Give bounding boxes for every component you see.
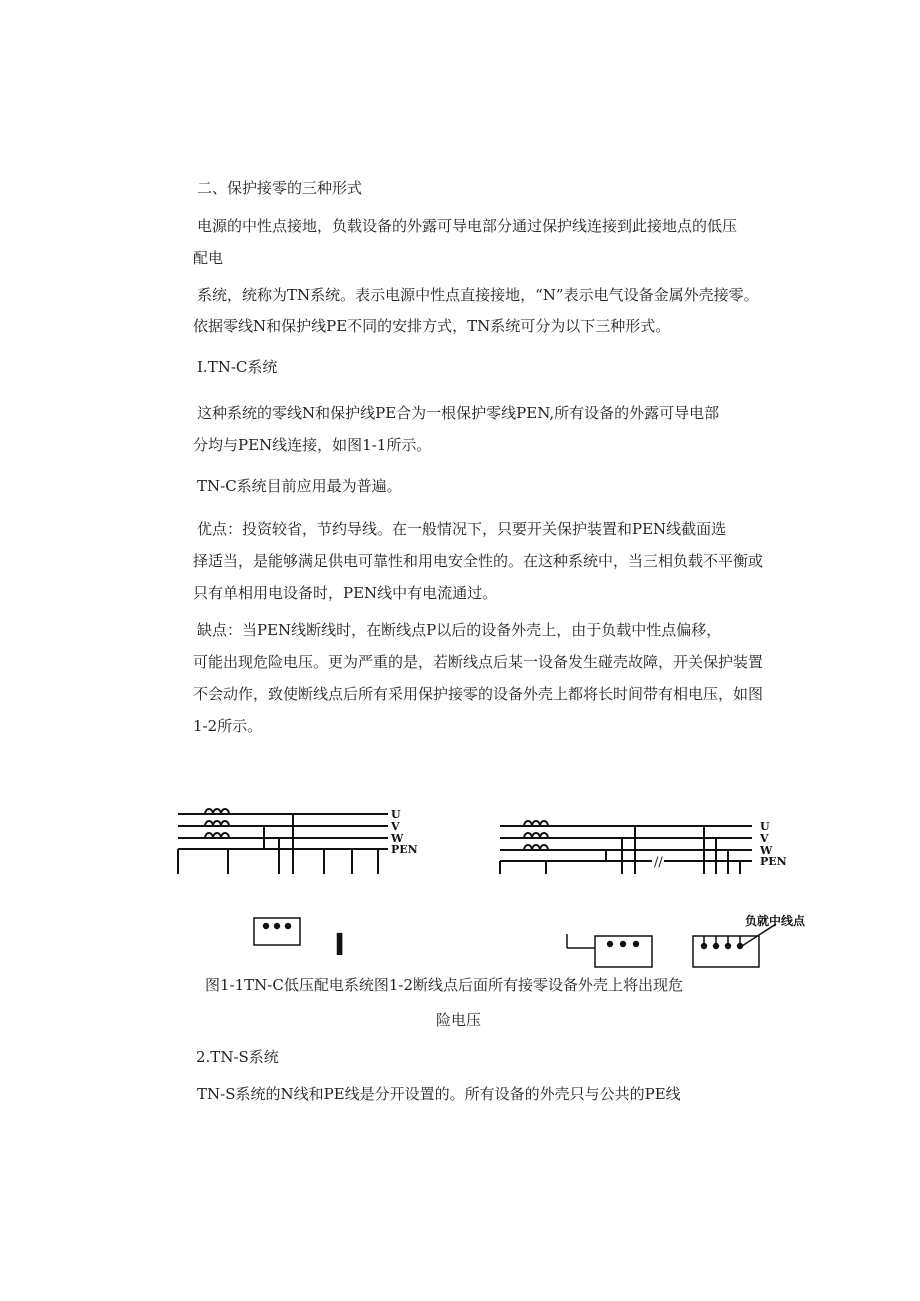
paragraph-line: 不会动作，致使断线点后所有采用保护接零的设备外壳上都将长时间带有相电压，如图 [193,685,764,703]
fig1-label-w: W [391,832,404,845]
paragraph-line: 这种系统的零线N和保护线PE合为一根保护零线PEN,所有设备的外露可导电部 [197,404,720,422]
paragraph-line: TN-C系统目前应用最为普遍。 [197,477,402,495]
subsection-heading-tns: 2.TN-S系统 [196,1048,279,1066]
paragraph-line: 缺点：当PEN线断线时，在断线点P以后的设备外壳上，由于负载中性点偏移， [197,621,722,639]
fig2-label-u: U [760,820,770,833]
paragraph-line: 1-2所示。 [193,717,263,735]
paragraph-line: 电源的中性点接地，负载设备的外露可导电部分通过保护线连接到此接地点的低压 [197,217,738,235]
paragraph-line: 只有单相用电设备时，PEN线中有电流通过。 [193,584,498,602]
paragraph-line: TN-S系统的N线和PE线是分开设置的。所有设备的外壳只与公共的PE线 [197,1085,681,1103]
fig2-label-v: V [760,832,769,845]
paragraph-line: 依据零线N和保护线PE不同的安排方式，TN系统可分为以下三种形式。 [193,317,671,335]
fig1-mark: I [334,928,346,963]
figure-caption: 图1-1TN-C低压配电系统图1-2断线点后面所有接零设备外壳上将出现危 [205,976,683,994]
fig1-label-pen: PEN [391,843,418,856]
paragraph-line: 择适当，是能够满足供电可靠性和用电安全性的。在这种系统中，当三相负载不平衡或 [193,552,764,570]
paragraph-line: 可能出现危险电压。更为严重的是，若断线点后某一设备发生碰壳故障，开关保护装置 [193,653,764,671]
figure-caption-cont: 险电压 [436,1011,482,1029]
section-heading: 二、保护接零的三种形式 [197,179,363,197]
fig1-label-u: U [391,808,401,821]
paragraph-line: 分均与PEN线连接，如图1-1所示。 [193,436,432,454]
paragraph-line: 配电 [193,249,224,267]
subsection-heading-tnc: I.TN-C系统 [197,358,278,376]
paragraph-line: 优点：投资较省，节约导线。在一般情况下，只要开关保护装置和PEN线截面选 [197,520,727,538]
figure-1-1-diagram [178,809,388,945]
neutral-point-callout: 负就中线点 [745,914,806,928]
fig2-label-w: W [760,844,773,857]
paragraph-line: 系统，统称为TN系统。表示电源中性点直接接地，“N”表示电气设备金属外壳接零。 [197,286,759,304]
break-mark: // [654,855,663,870]
fig2-label-pen: PEN [760,855,787,868]
figure-1-2-diagram [500,821,776,967]
fig1-label-v: V [391,820,400,833]
